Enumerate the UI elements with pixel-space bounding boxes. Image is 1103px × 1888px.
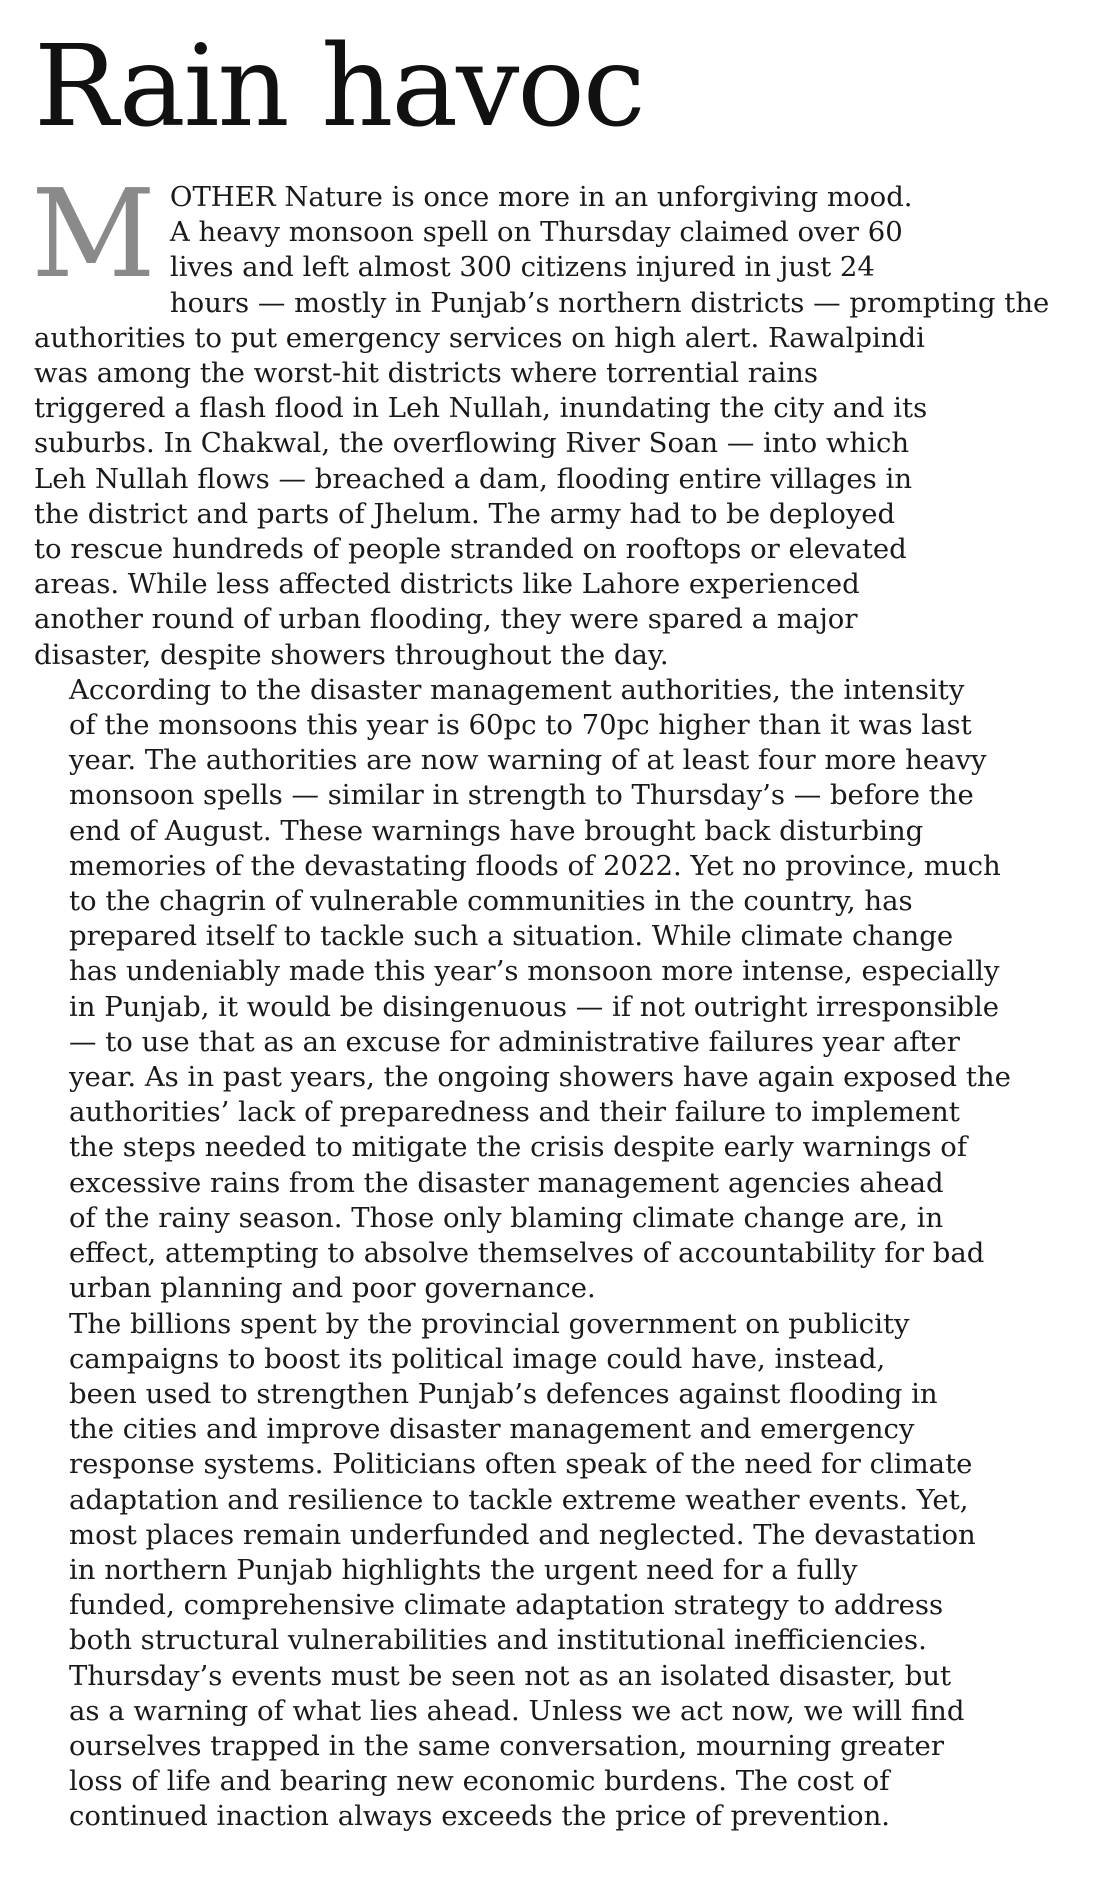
article-line: Thursday’s events must be seen not as an isolated disaster, but [69,1659,952,1692]
article-line: authorities’ lack of preparedness and their failure to implement [69,1096,960,1129]
article-line: of the rainy season. Those only blaming climate change are, in [69,1201,944,1234]
article-line: hours — mostly in Punjab’s northern districts — prompting the [169,286,1050,319]
article-line: urban planning and poor governance. [69,1272,596,1305]
article-line: in northern Punjab highlights the urgent need for a fully [69,1553,858,1586]
article-line: end of August. These warnings have brought back disturbing [69,814,924,847]
article-line: been used to strengthen Punjab’s defences against flooding in [69,1377,938,1410]
article-line: year. As in past years, the ongoing showers have again exposed the [69,1061,1011,1094]
article-line: effect, attempting to absolve themselves of accountability for bad [69,1237,985,1270]
article-line: the district and parts of Jhelum. The army had to be deployed [34,497,896,530]
article-line: the cities and improve disaster management and emergency [69,1413,915,1446]
article-line: Leh Nullah flows — breached a dam, flooding entire villages in [34,462,913,495]
article-line: loss of life and bearing new economic burdens. The cost of [69,1765,890,1798]
article-line: campaigns to boost its political image could have, instead, [69,1342,886,1375]
article-line: suburbs. In Chakwal, the overflowing River Soan — into which [34,427,910,460]
article-line: continued inaction always exceeds the price of prevention. [69,1800,891,1833]
article-line: OTHER Nature is once more in an unforgiving mood. [169,181,913,213]
article-line: According to the disaster management authorities, the intensity [69,673,965,706]
article-line: to rescue hundreds of people stranded on rooftops or elevated [34,533,907,566]
article-line: areas. While less affected districts like Lahore experienced [34,568,860,601]
article-line: year. The authorities are now warning of at least four more heavy [69,744,987,777]
article-line: monsoon spells — similar in strength to Thursday’s — before the [69,779,974,812]
headline: Rain havoc [34,22,644,152]
article-line: ourselves trapped in the same conversation, mourning greater [69,1729,944,1762]
article-line: authorities to put emergency services on high alert. Rawalpindi [34,321,925,354]
article-line: disaster, despite showers throughout the day. [34,638,669,671]
article-line: both structural vulnerabilities and institutional inefficiencies. [69,1624,927,1657]
article-line: lives and left almost 300 citizens injured in just 24 [169,251,875,284]
drop-cap: M [31,163,156,305]
article-line: adaptation and resilience to tackle extreme weather events. Yet, [69,1483,969,1516]
article-line: triggered a flash flood in Leh Nullah, inundating the city and its [34,392,928,425]
article-line: of the monsoons this year is 60pc to 70pc higher than it was last [69,709,972,742]
article-paragraph [34,1307,1074,1835]
article-line: — to use that as an excuse for administrative failures year after [69,1025,960,1058]
article-line: The billions spent by the provincial government on publicity [69,1307,910,1340]
article-line: has undeniably made this year’s monsoon more intense, especially [69,955,1000,988]
article-line: most places remain underfunded and neglected. The devastation [69,1518,976,1551]
article-line: prepared itself to tackle such a situation. While climate change [69,920,954,953]
article-paragraph [31,163,1074,673]
article-line: as a warning of what lies ahead. Unless we act now, we will find [69,1694,965,1727]
article-line: the steps needed to mitigate the crisis despite early warnings of [69,1131,968,1164]
article-line: funded, comprehensive climate adaptation strategy to address [69,1589,944,1622]
article-line: another round of urban flooding, they were spared a major [34,603,858,636]
article-line: memories of the devastating floods of 2022. Yet no province, much [69,849,1001,882]
article-line: response systems. Politicians often speak of the need for climate [69,1448,973,1481]
article-body [31,163,1074,1835]
article-line: excessive rains from the disaster management agencies ahead [69,1166,944,1199]
article-line: A heavy monsoon spell on Thursday claimed over 60 [169,216,903,249]
article-line: was among the worst-hit districts where torrential rains [34,357,818,390]
article-paragraph [34,673,1074,1307]
article-line: in Punjab, it would be disingenuous — if not outright irresponsible [69,990,1000,1023]
article-line: to the chagrin of vulnerable communities in the country, has [69,885,913,918]
